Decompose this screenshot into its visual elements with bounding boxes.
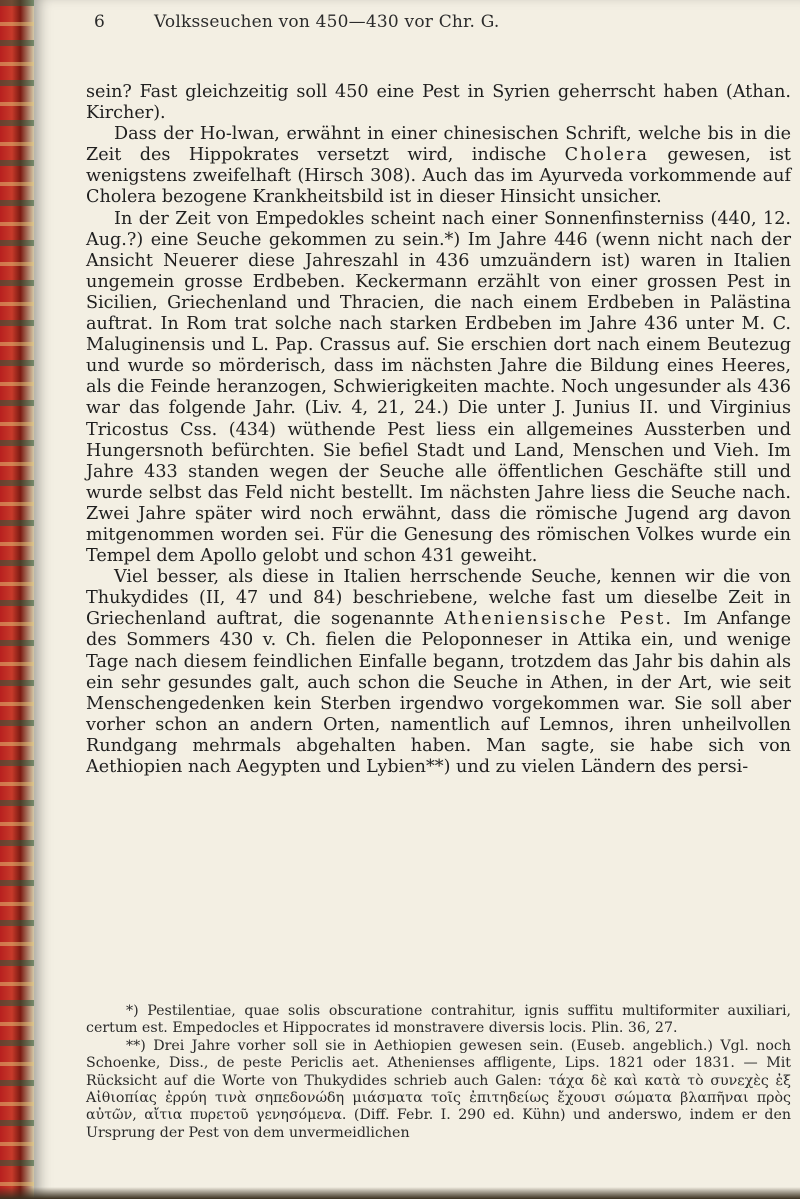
paragraph-3-text: In der Zeit von Empedokles scheint nach einer Sonnenfinsterniss (440, 12. Aug.?) eine Seuche gekommen zu sein.*) Im Jahre 446 (wenn nicht nach der Ansicht Neuerer diese Jahreszahl in 436 umzuändern ist) waren in Italien ungemein grosse Erdbeben. Keckermann erzählt von einer grossen Pest in Sicilien, Griechenland und Thracien, die nach einem Erdbeben in Palästina auftrat. In Rom trat solche nach starken Erdbeben im Jahre 436 unter M. C. Maluginensis und L. Pap. Crassus auf. Sie erschien dort nach einem Beutezug und wurde so mörderisch, dass im nächsten Jahre die Bildung eines Heeres, als die Feinde heranzogen, Schwierigkeiten machte. Noch ungesunder als 436 war das folgende Jahr. (Liv. 4, 21, 24.) Die unter J. Junius II. und Virginius Tricostus Css. (434) wüthende Pest liess ein allgemeines Aussterben und Hungersnoth befürchten. Sie befiel Stadt und Land, Menschen und Vieh. Im Jahre 433 standen wegen der Seuche alle öffentlichen Geschäfte still und wurde selbst das Feld nicht bestellt. Im nächsten Jahre liess die Seuche nach. Zwei Jahre später wird noch erwähnt, dass die römische Jugend arg davon mitgenommen worden sei. Für die Genesung des römischen Volkes wurde ein Tempel dem Apollo gelobt und schon 431 geweiht. [86, 208, 791, 567]
paragraph-3 [86, 209, 791, 568]
footnotes [86, 1003, 791, 1142]
cholera-term: Cholera [564, 145, 649, 166]
footnote-1: *) Pestilentiae, quae solis obscuratione contrahitur, ignis suffitu multiformiter auxiliari, certum est. Empedocles et Hippocrates id monstravere diversis locis. Plin. 36, 27. [86, 1003, 791, 1037]
paragraph-4-text-b: Im Anfange des Sommers 430 v. Ch. fielen die Peloponneser in Attika ein, und wenige Tage nach diesem feindlichen Einfalle begann, trotzdem das Jahr bis dahin als ein sehr gesundes galt, auch schon die Seuche in Athen, in der Art, wie seit Menschengedenken kein Sterben irgendwo vorgekommen war. Sie soll aber vorher schon an andern Orten, namentlich auf Lemnos, ihren unheilvollen Rundgang mehrmals abgehalten haben. Man sagte, sie habe sich von Aethiopien nach Aegypten und Lybien**) und zu vielen Ländern des persi- [86, 609, 791, 777]
paragraph-4-text-a: Viel besser, als diese in Italien herrschende Seuche, kennen wir die von Thukydides (II, 47 und 84) beschriebene, welche fast um dieselbe Zeit in Griechenland auftrat, die sogenannte [86, 567, 791, 630]
paragraph-1-text: sein? Fast gleichzeitig soll 450 eine Pest in Syrien geherrscht haben (Athan. Kircher). [86, 82, 791, 124]
athenian-plague-term: Atheniensische Pest. [444, 609, 673, 630]
paragraph-2-text-b: gewesen, ist wenigstens zweifelhaft (Hirsch 308). Auch das im Ayurveda vorkommende auf Cholera bezogene Krankheitsbild ist in dieser Hinsicht unsicher. [86, 145, 792, 208]
footnote-2: **) Drei Jahre vorher soll sie in Aethiopien gewesen sein. (Euseb. angeblich.) Vgl. noch Schoenke, Diss., de peste Periclis aet. Athenienses affligente, Lips. 1821 oder 1831. — Mit Rücksicht auf die Worte von Thukydides schrieb auch Galen: τάχα δὲ καὶ κατὰ τὸ συνεχὲς ἐξ Αἰθιοπίας ἐρρύη τινὰ σηπεδονώδη μιάσματα τοῖς ἐπιτηδείως ἔχουσι σώματα βλαπῆναι πρὸς αὐτῶν, αἴτια πυρετοῦ γενησόμενα. (Diff. Febr. I. 290 ed. Kühn) und anderswo, indem er den Ursprung der Pest von dem unvermeidlichen [86, 1037, 791, 1141]
page-header [94, 8, 760, 38]
page-bottom-shadow [0, 1187, 800, 1199]
book-page [34, 0, 800, 1199]
paragraph-2-text-a: Dass der Ho-lwan, erwähnt in einer chinesischen Schrift, welche bis in die Zeit des Hippokrates versetzt wird, indische [86, 124, 791, 166]
running-title: Volksseuchen von 450—430 vor Chr. G. [154, 12, 500, 32]
marbled-edge-pattern [0, 0, 34, 1199]
paragraph-1 [86, 82, 791, 124]
main-text [86, 82, 791, 778]
paragraph-2 [86, 124, 791, 208]
paragraph-4 [86, 567, 791, 778]
page-number: 6 [94, 12, 105, 32]
